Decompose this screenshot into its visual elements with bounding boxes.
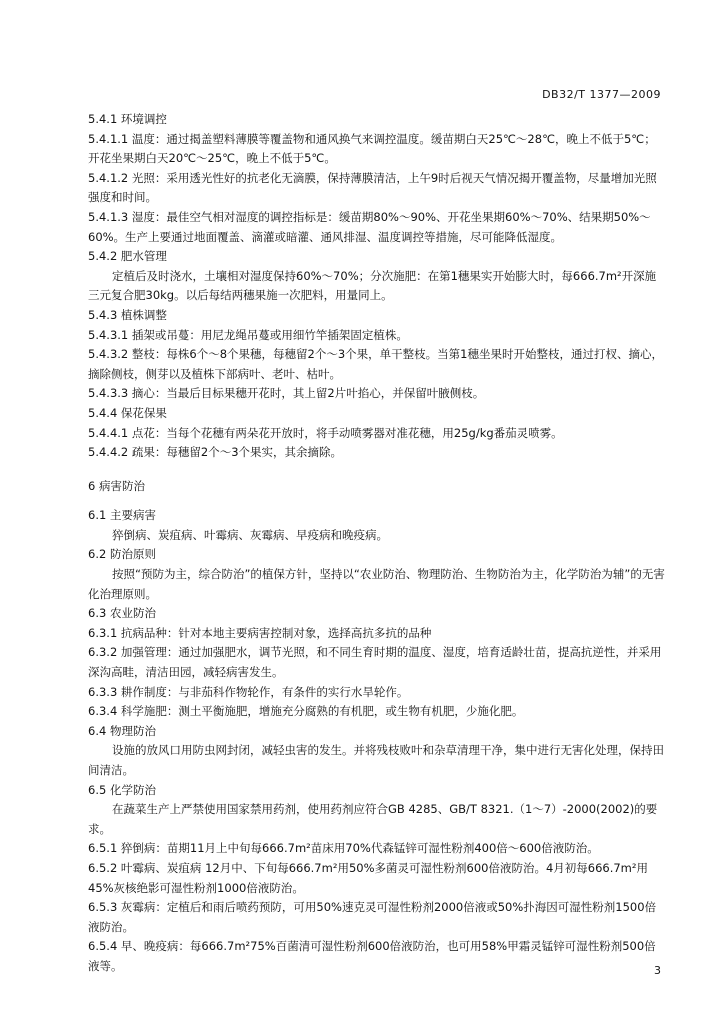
clause-6-5-2: 6.5.2 叶霉病、炭疽病 12月中、下旬每666.7m²用50%多菌灵可湿性粉剂600倍液防治。4月初每666.7m²用45%灰核绝影可湿性粉剂1000倍液防治。: [88, 860, 648, 895]
clause-6-4-heading: 6.4 物理防治: [88, 723, 156, 738]
chapter-6-heading: 6 病害防治: [88, 478, 145, 493]
clause-6-3-heading: 6.3 农业防治: [88, 606, 156, 621]
clause-6-3-2: 6.3.2 加强管理：通过加强肥水，调节光照，和不同生育时期的温度、湿度，培育适龄壮苗，提高抗逆性，并采用深沟高畦，清洁田园，减轻病害发生。: [88, 645, 662, 680]
page-body: [88, 110, 666, 977]
clause-6-2-body: 按照“预防为主，综合防治”的植保方针，坚持以“农业防治、物理防治、生物防治为主，化学防治为辅”的无害化治理原则。: [88, 567, 665, 601]
clause-6-3-1: 6.3.1 抗病品种：针对本地主要病害控制对象，选择高抗多抗的品种: [88, 625, 432, 640]
clause-5-4-1-heading: 5.4.1 环境调控: [88, 112, 167, 126]
clause-5-4-4-2: 5.4.4.2 疏果：每穗留2个～3个果实，其余摘除。: [88, 445, 343, 460]
clause-6-4-body: 设施的放风口用防虫网封闭，减轻虫害的发生。并将残枝败叶和杂草清理干净，集中进行无害化处理，保持田间清洁。: [88, 743, 664, 777]
clause-6-1-heading: 6.1 主要病害: [88, 508, 156, 523]
clause-5-4-3-2: 5.4.3.2 整枝：每株6个～8个果穗，每穗留2个～3个果，单干整枝。当第1穗坐果时开始整枝，通过打杈、摘心，摘除侧枝，侧芽以及植株下部病叶、老叶、枯叶。: [88, 347, 663, 381]
clause-5-4-3-1: 5.4.3.1 插架或吊蔓：用尼龙绳吊蔓或用细竹竿插架固定植株。: [88, 327, 408, 342]
clause-6-1-body: 猝倒病、炭疽病、叶霉病、灰霉病、早疫病和晚疫病。: [112, 527, 388, 542]
clause-6-2-heading: 6.2 防治原则: [88, 547, 156, 562]
clause-5-4-4-heading: 5.4.4 保花保果: [88, 405, 167, 420]
clause-6-5-3: 6.5.3 灰霉病：定植后和雨后喷药预防，可用50%速克灵可湿性粉剂2000倍液或50%扑海因可湿性粉剂1500倍液防治。: [88, 900, 657, 934]
clause-6-5-1: 6.5.1 猝倒病：苗期11月上中旬每666.7m²苗床用70%代森锰锌可湿性粉剂400倍～600倍液防治。: [88, 841, 599, 856]
clause-5-4-2-heading: 5.4.2 肥水管理: [88, 249, 167, 264]
clause-6-3-4: 6.3.4 科学施肥：测土平衡施肥，增施充分腐熟的有机肥，或生物有机肥，少施化肥。: [88, 704, 524, 719]
clause-5-4-1-1: 5.4.1.1 温度：通过揭盖塑料薄膜等覆盖物和通风换气来调控温度。缓苗期白天25℃～28℃，晚上不低于5℃；开花坐果期白天20℃～25℃，晚上不低于5℃。: [88, 131, 656, 166]
standard-code-header: DB32/T 1377—2009: [542, 88, 661, 101]
clause-6-5-heading: 6.5 化学防治: [88, 782, 156, 797]
clause-5-4-1-2: 5.4.1.2 光照：采用透光性好的抗老化无滴膜，保持薄膜清洁，上午9时后视天气情况揭开覆盖物，尽量增加光照强度和时间。: [88, 170, 657, 205]
clause-5-4-4-1: 5.4.4.1 点花：当每个花穗有两朵花开放时，将手动喷雾器对准花穗，用25g/kg番茄灵喷雾。: [88, 425, 563, 440]
clause-6-3-3: 6.3.3 耕作制度：与非茄科作物轮作，有条件的实行水旱轮作。: [88, 684, 409, 699]
page-number: 3: [654, 964, 661, 977]
clause-6-5-body: 在蔬菜生产上严禁使用国家禁用药剂，使用药剂应符合GB 4285、GB/T 8321.（1～7）-2000(2002)的要求。: [88, 802, 658, 836]
clause-5-4-3-heading: 5.4.3 植株调整: [88, 307, 167, 322]
clause-6-5-4: 6.5.4 早、晚疫病：每666.7m²75%百菌清可湿性粉剂600倍液防治，也可用58%甲霜灵锰锌可湿性粉剂500倍液等。: [88, 939, 656, 973]
clause-5-4-3-3: 5.4.3.3 摘心：当最后目标果穗开花时，其上留2片叶掐心，并保留叶腋侧枝。: [88, 386, 485, 401]
clause-5-4-2-body: 定植后及时浇水，土壤相对湿度保持60%～70%；分次施肥：在第1穗果实开始膨大时，每666.7m²开深施三元复合肥30kg。以后每结两穗果施一次肥料，用量同上。: [88, 268, 657, 303]
clause-5-4-1-3: 5.4.1.3 湿度：最佳空气相对湿度的调控指标是：缓苗期80%～90%、开花坐果期60%～70%、结果期50%～60%。生产上要通过地面覆盖、滴灌或暗灌、通风排湿、温度调控等措施，尽可能降低湿度。: [88, 209, 651, 244]
